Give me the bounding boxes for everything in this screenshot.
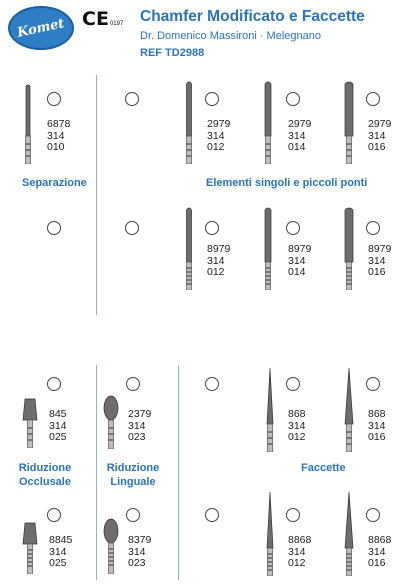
section-divider-bottom-left (96, 365, 97, 580)
label-line: Occlusale (19, 476, 71, 488)
shank-number: 314 (128, 545, 146, 558)
bur-6878-circle (47, 92, 61, 106)
bur-2979-016-image (341, 80, 357, 164)
label-riduzione-linguale (100, 461, 166, 489)
figure-number: 2979 (207, 118, 231, 130)
bur-868-016-code (368, 409, 386, 444)
bur-8979-016-code (368, 244, 391, 279)
size-number: 025 (49, 557, 67, 569)
bur-868-012-circle (286, 377, 300, 391)
figure-number: 8979 (368, 243, 392, 255)
bur-2979-014-code (288, 119, 311, 154)
shank-number: 314 (47, 129, 65, 142)
label-separazione: Separazione (22, 177, 87, 189)
bur-2379-code (128, 409, 151, 444)
bur-8845-image (21, 522, 39, 574)
empty-slot-circle (205, 508, 219, 522)
bur-8868-012-code (288, 535, 311, 570)
page-title: Chamfer Modificato e Faccette (140, 8, 365, 25)
shank-number: 314 (368, 545, 386, 558)
size-number: 010 (47, 141, 65, 153)
size-number: 012 (288, 431, 306, 443)
size-number: 023 (128, 431, 146, 443)
size-number: 016 (368, 266, 386, 278)
bur-8979-014-code (288, 244, 311, 279)
label-line: Riduzione (106, 462, 160, 474)
bur-8379-image (102, 518, 120, 574)
bur-2979-012-image (182, 80, 196, 164)
size-number: 012 (207, 266, 225, 278)
shank-number: 314 (207, 254, 225, 267)
shank-number: 314 (288, 129, 306, 142)
figure-number: 8868 (368, 534, 392, 546)
bur-8868-016-code (368, 535, 391, 570)
shank-number: 314 (368, 129, 386, 142)
bur-2979-016-code (368, 119, 391, 154)
bur-868-012-image (263, 368, 277, 452)
figure-number: 2979 (368, 118, 392, 130)
bur-8868-012-image (263, 492, 277, 576)
figure-number: 868 (288, 408, 306, 420)
size-number: 014 (288, 266, 306, 278)
bur-8979-012-code (207, 244, 230, 279)
figure-number: 6878 (47, 118, 71, 130)
label-line: Riduzione (18, 462, 72, 474)
bur-845-circle (47, 377, 61, 391)
bur-8979-014-image (261, 206, 275, 290)
shank-number: 314 (49, 545, 67, 558)
shank-number: 314 (128, 419, 146, 432)
shank-number: 314 (288, 545, 306, 558)
bur-868-012-code (288, 409, 306, 444)
bur-8845-circle (47, 508, 61, 522)
label-elementi-singoli: Elementi singoli e piccoli ponti (206, 177, 368, 189)
figure-number: 8845 (49, 534, 73, 546)
shank-number: 314 (368, 419, 386, 432)
size-number: 012 (288, 557, 306, 569)
empty-slot-circle (125, 92, 139, 106)
bur-8979-016-circle (366, 221, 380, 235)
bur-2379-circle (126, 377, 140, 391)
logo-text: Komet (16, 15, 66, 41)
bur-8868-016-image (341, 492, 357, 576)
bur-6878-code (47, 119, 70, 154)
bur-8868-016-circle (366, 508, 380, 522)
empty-slot-circle (125, 221, 139, 235)
komet-logo (8, 6, 74, 50)
page-subtitle: Dr. Domenico Massironi · Melegnano (140, 30, 321, 42)
figure-number: 8979 (288, 243, 312, 255)
figure-number: 8979 (207, 243, 231, 255)
figure-number: 868 (368, 408, 386, 420)
figure-number: 8379 (128, 534, 152, 546)
empty-slot-circle (47, 221, 61, 235)
size-number: 012 (207, 141, 225, 153)
figure-number: 2379 (128, 408, 152, 420)
bur-8979-012-circle (205, 221, 219, 235)
ce-mark: CE (82, 8, 109, 30)
label-faccette: Faccette (301, 462, 346, 474)
empty-slot-circle (205, 377, 219, 391)
reference-code: REF TD2988 (140, 47, 205, 59)
section-divider-top (96, 75, 97, 315)
size-number: 016 (368, 557, 386, 569)
figure-number: 8868 (288, 534, 312, 546)
bur-8868-012-circle (286, 508, 300, 522)
shank-number: 314 (207, 129, 225, 142)
size-number: 016 (368, 141, 386, 153)
bur-845-code (49, 409, 67, 444)
shank-number: 314 (288, 419, 306, 432)
bur-8379-circle (126, 508, 140, 522)
bur-2979-014-image (261, 80, 275, 164)
size-number: 014 (288, 141, 306, 153)
section-divider-bottom-right (178, 365, 179, 580)
bur-868-016-image (341, 368, 357, 452)
bur-2979-012-circle (205, 92, 219, 106)
bur-2979-014-circle (286, 92, 300, 106)
bur-845-image (21, 398, 39, 448)
bur-8845-code (49, 535, 72, 570)
figure-number: 845 (49, 408, 67, 420)
size-number: 016 (368, 431, 386, 443)
bur-2379-image (102, 395, 120, 449)
bur-2979-016-circle (366, 92, 380, 106)
shank-number: 314 (49, 419, 67, 432)
label-line: Linguale (110, 476, 156, 488)
figure-number: 2979 (288, 118, 312, 130)
bur-2979-012-code (207, 119, 230, 154)
bur-8979-012-image (182, 206, 196, 290)
size-number: 023 (128, 557, 146, 569)
bur-868-016-circle (366, 377, 380, 391)
bur-8979-014-circle (286, 221, 300, 235)
label-riduzione-occlusale (10, 461, 80, 489)
size-number: 025 (49, 431, 67, 443)
bur-8379-code (128, 535, 151, 570)
ce-number: 0197 (109, 21, 124, 27)
bur-6878-image (21, 84, 35, 164)
shank-number: 314 (288, 254, 306, 267)
ce-certification-mark (82, 8, 126, 30)
shank-number: 314 (368, 254, 386, 267)
bur-8979-016-image (341, 206, 357, 290)
